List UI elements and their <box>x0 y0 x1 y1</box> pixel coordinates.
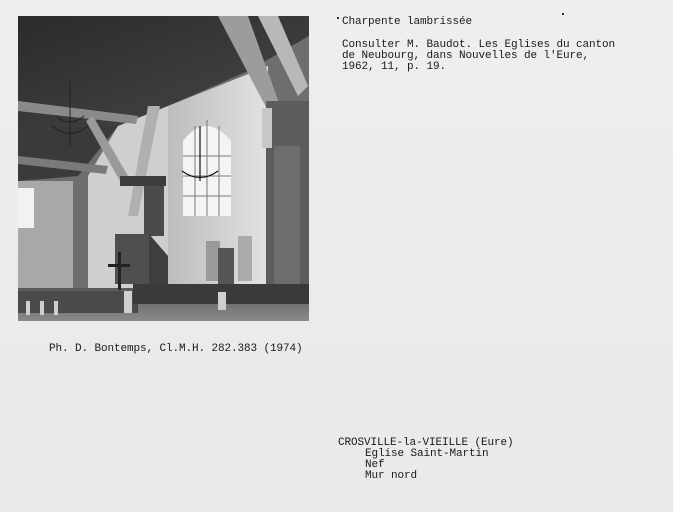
nave-interior-image <box>18 16 309 321</box>
church-nave-photo <box>18 16 309 321</box>
reference-line-3: 1962, 11, p. 19. <box>342 61 447 73</box>
location-part: Nef <box>365 459 385 471</box>
reference-line-1: Consulter M. Baudot. Les Eglises du canton <box>342 39 616 51</box>
location-commune: CROSVILLE-la-VIEILLE (Eure) <box>338 437 514 449</box>
location-detail: Mur nord <box>365 470 418 482</box>
corner-mark-right <box>562 13 564 15</box>
header-title: Charpente lambrissée <box>342 16 473 28</box>
location-building: Eglise Saint-Martin <box>365 448 489 460</box>
photo-credit: Ph. D. Bontemps, Cl.M.H. 282.383 (1974) <box>49 343 303 355</box>
corner-mark-left <box>337 17 339 19</box>
reference-line-2: de Neubourg, dans Nouvelles de l'Eure, <box>342 50 590 62</box>
